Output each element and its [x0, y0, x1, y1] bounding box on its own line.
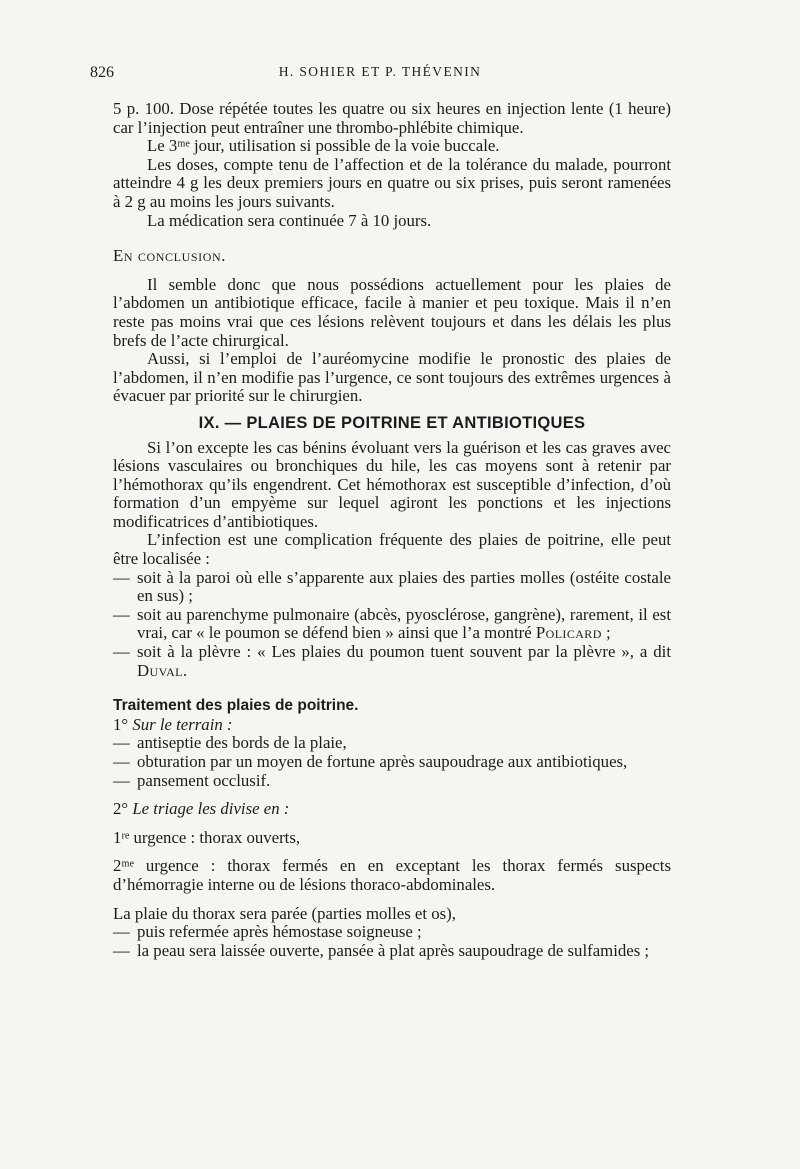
dash-marker: — — [113, 922, 130, 942]
list-item — [113, 606, 671, 643]
conclusion-heading: En conclusion. — [113, 246, 227, 266]
list-item-body: soit à la plèvre : « Les plaies du poumon tuent souvent par la plèvre », a dit — [137, 642, 671, 662]
running-title: H. SOHIER ET P. THÉVENIN — [278, 64, 482, 79]
intro-paragraph-4: La médication sera continuée 7 à 10 jours. — [147, 210, 432, 230]
page-header — [90, 64, 670, 86]
step-1-label: Sur le terrain : — [132, 714, 233, 734]
list-item — [113, 753, 671, 772]
intro-paragraph-2: Le 3ᵐᵉ jour, utilisation si possible de la voie buccale. — [147, 136, 500, 156]
article-body — [113, 100, 671, 960]
author-policard: Policard — [535, 623, 602, 643]
conclusion-paragraph-1: Il semble donc que nous possédions actuellement pour les plaies de l’abdomen un antibiotique efficace, facile à manier et peu toxique. Mais il n’en reste pas moins vrai que ces lésions relèvent toujours et dans les délais les plus brefs de l’acte chirurgical. — [113, 274, 671, 350]
list-item — [113, 923, 671, 942]
list-item-text: soit à la paroi où elle s’apparente aux plaies des parties molles (ostéite costale en sus) ; — [137, 567, 671, 606]
list-item — [113, 942, 671, 961]
step-1-heading — [113, 716, 671, 735]
dash-marker: — — [113, 642, 130, 662]
list-item — [113, 643, 671, 680]
conclusion-paragraph-2: Aussi, si l’emploi de l’auréomycine modifie le pronostic des plaies de l’abdomen, il n’en modifie pas l’urgence, ce sont toujours des extrêmes urgences à évacuer par priorité sur le chirurgien. — [113, 349, 671, 406]
section-paragraph-2: L’infection est une complication fréquente des plaies de poitrine, elle peut être localisée : — [113, 530, 671, 569]
step-2-label: Le triage les divise en : — [132, 799, 290, 819]
list-item — [113, 772, 671, 791]
page-number: 826 — [90, 64, 114, 81]
author-duval-tail: . — [182, 660, 188, 680]
list-item-text — [137, 643, 671, 680]
dash-marker: — — [113, 770, 130, 790]
dash-marker: — — [113, 752, 130, 771]
dash-marker: — — [113, 567, 130, 587]
list-item-text: puis refermée après hémostase soigneuse ; — [137, 922, 422, 942]
step-2-heading — [113, 800, 671, 819]
list-item-text — [137, 606, 671, 643]
list-item-text: antiseptie des bords de la plaie, — [137, 733, 347, 753]
dash-marker: — — [113, 940, 130, 960]
list-item-text: la peau sera laissée ouverte, pansée à plat après saupoudrage de sulfamides ; — [137, 940, 650, 960]
step-2-number: 2° — [113, 799, 129, 819]
intro-paragraph-3: Les doses, compte tenu de l’affection et de la tolérance du malade, pourront atteindre 4 g les deux premiers jours en quatre ou six prises, puis seront ramenées à 2 g au moins les jours suivants. — [113, 154, 671, 211]
urgence-1: 1ʳᵉ urgence : thorax ouverts, — [113, 827, 301, 847]
intro-paragraph-1: 5 p. 100. Dose répétée toutes les quatre ou six heures en injection lente (1 heure) car l’injection peut entraîner une thrombo-phlébite chimique. — [113, 99, 671, 137]
dash-marker: — — [113, 604, 130, 624]
list-item — [113, 734, 671, 753]
author-policard-tail: ; — [601, 623, 611, 643]
final-paragraph: La plaie du thorax sera parée (parties molles et os), — [113, 903, 456, 923]
urgence-2: 2ᵐᵉ urgence : thorax fermés en en exceptant les thorax fermés suspects d’hémorragie interne ou de lésions thoraco-abdominales. — [113, 856, 671, 894]
list-item — [113, 569, 671, 606]
step-1-number: 1° — [113, 714, 129, 734]
list-item-body: soit au parenchyme pulmonaire (abcès, pyosclérose, gangrène), rarement, il est vrai, car « le poumon se défend bien » ainsi que l’a montré — [137, 604, 671, 643]
section-title: IX. — PLAIES DE POITRINE ET ANTIBIOTIQUES — [198, 413, 586, 432]
dash-marker: — — [113, 733, 130, 753]
list-item-text: obturation par un moyen de fortune après saupoudrage aux antibiotiques, — [137, 752, 628, 771]
author-duval: Duval — [137, 660, 183, 680]
traitement-heading: Traitement des plaies de poitrine. — [113, 697, 359, 715]
list-item-text: pansement occlusif. — [137, 770, 271, 790]
section-paragraph-1: Si l’on excepte les cas bénins évoluant vers la guérison et les cas graves avec lésions vasculaires ou bronchiques du hile, les cas moyens sont à retenir par l’hémothorax qu’ils engendrent. Cet hémothorax est susceptible d’infection, d’où formation d’un empyème sur lequel agiront les ponctions et les injections modificatrices d’antibiotiques. — [113, 437, 671, 531]
